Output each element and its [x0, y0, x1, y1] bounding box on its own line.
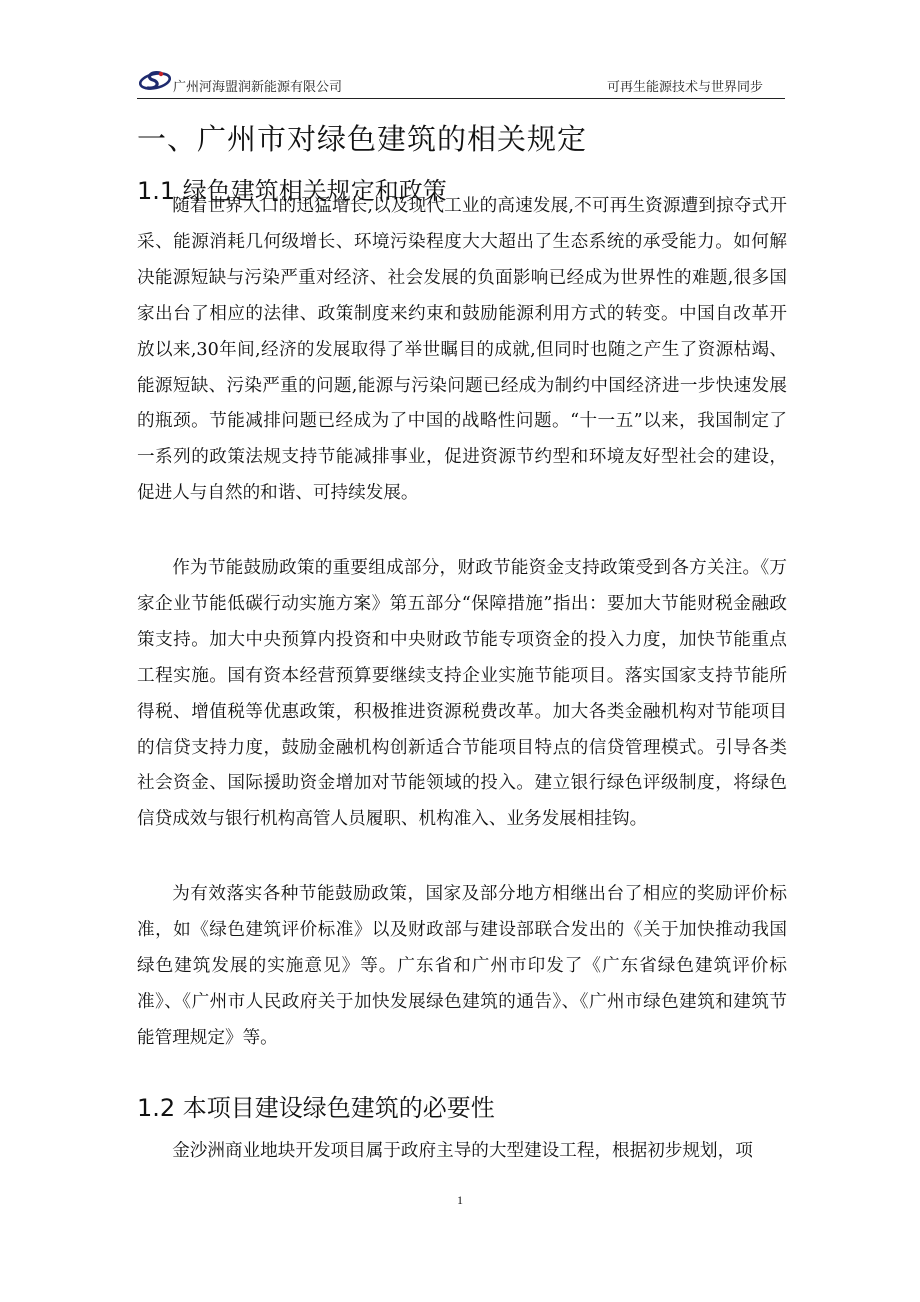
- paragraph-2: 作为节能鼓励政策的重要组成部分，财政节能资金支持政策受到各方关注。《万家企业节能低碳行动实施方案》第五部分“保障措施”指出：要加大节能财税金融政策支持。加大中央预算内投资和中央财政节能专项资金的投入力度，加快节能重点工程实施。国有资本经营预算要继续支持企业实施节能项目。落实国家支持节能所得税、增值税等优惠政策，积极推进资源税费改革。加大各类金融机构对节能项目的信贷支持力度，鼓励金融机构创新适合节能项目特点的信贷管理模式。引导各类社会资金、国际援助资金增加对节能领域的投入。建立银行绿色评级制度，将绿色信贷成效与银行机构高管人员履职、机构准入、业务发展相挂钩。: [137, 558, 787, 830]
- header-slogan: 可再生能源技术与世界同步: [606, 80, 763, 95]
- paragraph-3: 为有效落实各种节能鼓励政策，国家及部分地方相继出台了相应的奖励评价标准，如《绿色建筑评价标准》以及财政部与建设部联合发出的《关于加快推动我国绿色建筑发展的实施意见》等。广东省和广州市印发了《广东省绿色建筑评价标准》、《广州市人民政府关于加快发展绿色建筑的通告》、《广州市绿色建筑和建筑节能管理规定》等。: [137, 884, 787, 1048]
- company-name: 广州河海盟润新能源有限公司: [173, 80, 343, 95]
- page-number: 1: [457, 1193, 463, 1207]
- paragraph-1: 随着世界人口的迅猛增长,以及现代工业的高速发展,不可再生资源遭到掠夺式开采、能源消耗几何级增长、环境污染程度大大超出了生态系统的承受能力。如何解决能源短缺与污染严重对经济、社会发展的负面影响已经成为世界性的难题,很多国家出台了相应的法律、政策制度来约束和鼓励能源利用方式的转变。中国自改革开放以来,30年间,经济的发展取得了举世瞩目的成就,但同时也随之产生了资源枯竭、能源短缺、污染严重的问题,能源与污染问题已经成为制约中国经济进一步快速发展的瓶颈。节能减排问题已经成为了中国的战略性问题。“十一五”以来，我国制定了一系列的政策法规支持节能减排事业，促进资源节约型和环境友好型社会的建设，促进人与自然的和谐、可持续发展。: [137, 196, 787, 504]
- page-title: 一、广州市对绿色建筑的相关规定: [137, 122, 588, 156]
- section-heading-1-2: 1.2 本项目建设绿色建筑的必要性: [137, 1094, 495, 1122]
- page-header: [137, 66, 785, 99]
- section-heading-1-1: 1.1 绿色建筑相关规定和政策: [137, 177, 447, 205]
- paragraph-4: 金沙洲商业地块开发项目属于政府主导的大型建设工程，根据初步规划，项: [172, 1141, 753, 1161]
- company-logo-icon: [139, 68, 171, 94]
